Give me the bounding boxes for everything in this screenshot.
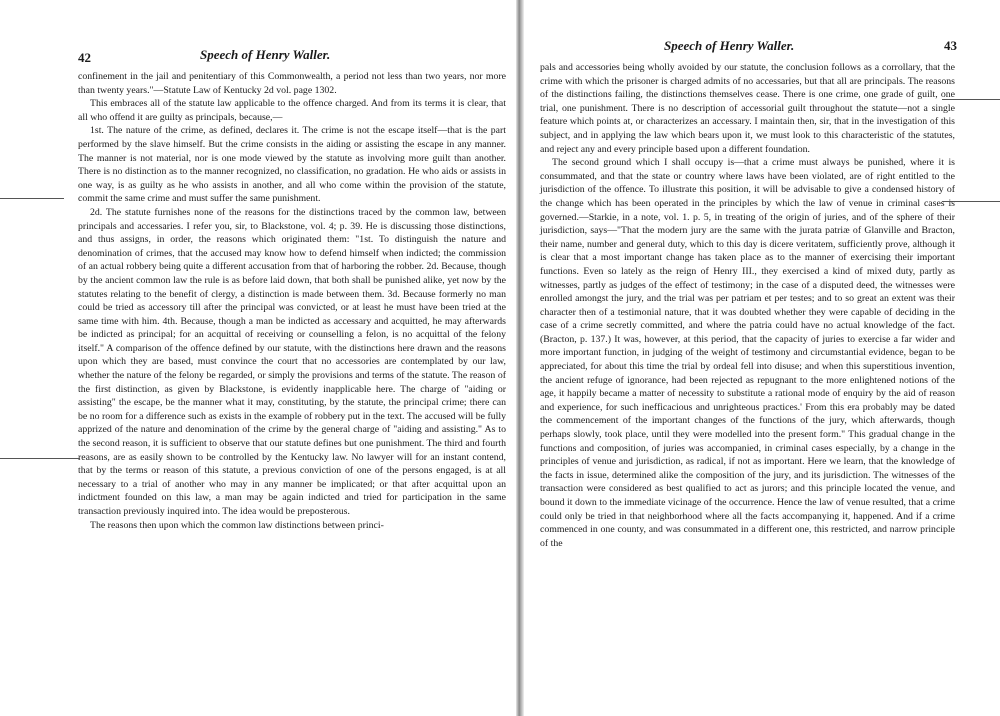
ink-line [0, 198, 64, 199]
paragraph: The second ground which I shall occupy is—that a crime must always be punished, where it is consummated, and that the state or country where laws have been violated, are of right entitled to the jurisdiction of the offence. To illustrate this position, it will be advisable to give a condensed history of the change which has been operated in the principles by which the law of venue in criminal cases is governed.—Starkie, in a note, vol. 1. p. 5, in treating of the origin of juries, and of the sphere of their jurisdiction, says—"That the modern jury are the same with the jurata patriæ of Glanville and Bracton, their name, number and general duty, which to this day is dicere veritatem, sufficiently prove, although it is clear that a most important change has taken place as to the manner of exercising their important functions. Even so lately as the reign of Henry III., they exercised a kind of mixed duty, partly as witnesses, partly as judges of the effect of testimony; in the case of a disputed deed, the witnesses were enrolled amongst the jury, and the trial was per patriam et per testes; and to so great an extent was their character then of a testimonial nature, that it was doubted whether they were capable of deciding in the case of a crime secretly committed, and where the patria could have no actual knowledge of the fact. (Bracton, p. 137.) It was, however, at this period, that the capacity of juries to exercise a far wider and more important function, in judging of the weight of testimony and circumstantial evidence, began to be appreciated, for about this time the trial by ordeal fell into disuse; and when this superstitious invention, the ancient refuge of ignorance, had been rejected as repugnant to the more enlightened notions of the age, it happily became a matter of necessity to substitute a rational mode of enquiry by the aid of reason and experience, for such inefficacious and unrighteous practices.' From this era probably may be dated the commencement of the important changes of the functions of the jury, which afterwards, though perhaps slowly, took place, until they were modelled into the present form." This gradual change in the functions and composition, of juries was accompanied, in criminal cases especially, by a change in the principles of venue and jurisdiction, as radical, if not as important. Here we learn, that the knowledge of the facts in issue, determined alike the composition of the jury, and its jurisdiction. The witnesses of the transaction were considered as best qualified to act as jurors; and this principle located the venue, and bound it down to the immediate vicinage of the occurrence. Hence the law of venue resulted, that a crime could only be tried in that neighborhood where all the facts accompanying it, happened. And if a crime commenced in one county, and was consummated in a different one, this restricted, and narrow principle of the [540, 157, 955, 549]
page-body [540, 61, 955, 550]
ink-line [0, 458, 80, 459]
page-body [78, 70, 506, 532]
paragraph: The reasons then upon which the common law distinctions between princi- [90, 519, 384, 531]
right-page [522, 0, 1000, 716]
paragraph: confinement in the jail and penitentiary of this Commonwealth, a period not less than two years, nor more than twenty years."—Statute Law of Kentucky 2d vol. page 1302. [78, 71, 506, 96]
paragraph: 2d. The statute furnishes none of the reasons for the distinctions traced by the common law, between principals and accessaries. I refer you, sir, to Blackstone, vol. 4; p. 39. He is discussing those distinctions, and thus assigns, in order, the reasons which originated them: "1st. To distinguish the nature and denomination of crimes, that the accused may know how to defend himself when indicted; the commission of an actual robbery being quite a different accusation from that of harboring the robber. 2d. Because, though by the ancient common law the rule is as before laid down, that both shall be punished alike, yet now by the statutes relating to the benefit of clergy, a distinction is made between them. 3d. Because formerly no man could be tried as accessory till after the principal was convicted, or at least he must have been tried at the same time with him. 4th. Because, though a man be indicted as accessary and acquitted, he may afterwards be indicted as principal; for an acquittal of receiving or counselling a felon, is no acquittal of the felony itself." A comparison of the offence defined by our statute, with the distinctions here drawn and the reasons upon which they are based, must convince the court that no accessories are contemplated by our law, whether the nature of the felony be regarded, or simply the provisions and terms of the statute. The reason of the first distinction, as given by Blackstone, is evidently inapplicable here. The charge of "aiding or assisting" the escape, be the manner what it may, constituting, by the statute, the principal crime; there can be no room for a difference such as exists in the example of robbery put in the text. The accused will be fully apprized of the nature and denomination of the crime by the general charge of "aiding and assisting." As to the second reason, it is sufficient to observe that our statute defines but one punishment. The third and fourth reasons, are as easily shown to be controlled by the Kentucky law. No lawyer will for an instant contend, that by the terms or reason of this statute, a previous conviction of one of the persons engaged, is at all necessary to a trial of another who may in any manner be implicated; or that after acquittal upon an indictment founded on this law, a man may be again indicted and tried for participation in the same transaction previously inquired into. The idea would be preposterous. [78, 206, 506, 517]
page-number: 42 [78, 50, 91, 65]
page-number: 43 [944, 38, 957, 53]
paragraph: pals and accessories being wholly avoided by our statute, the conclusion follows as a corrollary, that the crime with which the prisoner is charged admits of no accessaries, but that all are principals. The reasons of the distinctions failing, the distinctions themselves cease. There is one crime, one grade of guilt, one trial, one punishment. There is no description of accessorial guilt throughout the statute—not a single feature which points at, or characterizes an accessary. I maintain then, sir, that in the investigation of this subject, and in applying the law which bears upon it, we must look to this characteristic of the statutes, and reject any and every principle based upon a different foundation. [540, 62, 955, 155]
running-head: Speech of Henry Waller. [200, 47, 331, 62]
ink-line [942, 99, 1000, 100]
ink-line [942, 201, 1000, 202]
running-head: Speech of Henry Waller. [664, 38, 795, 53]
paragraph: This embraces all of the statute law applicable to the offence charged. And from its terms it is clear, that all who offend it are guilty as principals, because,— [78, 98, 506, 123]
paragraph: 1st. The nature of the crime, as defined, declares it. The crime is not the escape itself—that is the part performed by the slave himself. But the crime consists in the aiding or assisting the escape in any manner. The manner is not material, nor is one mode viewed by the statute as involving more guilt than another. There is no distinction as to the manner recognized, no classification, no gradation. He who aids or assists in one way, is as guilty as he who assists in another, and all who come within the provision of the statute, commit the same crime and must suffer the same punishment. [78, 125, 506, 205]
